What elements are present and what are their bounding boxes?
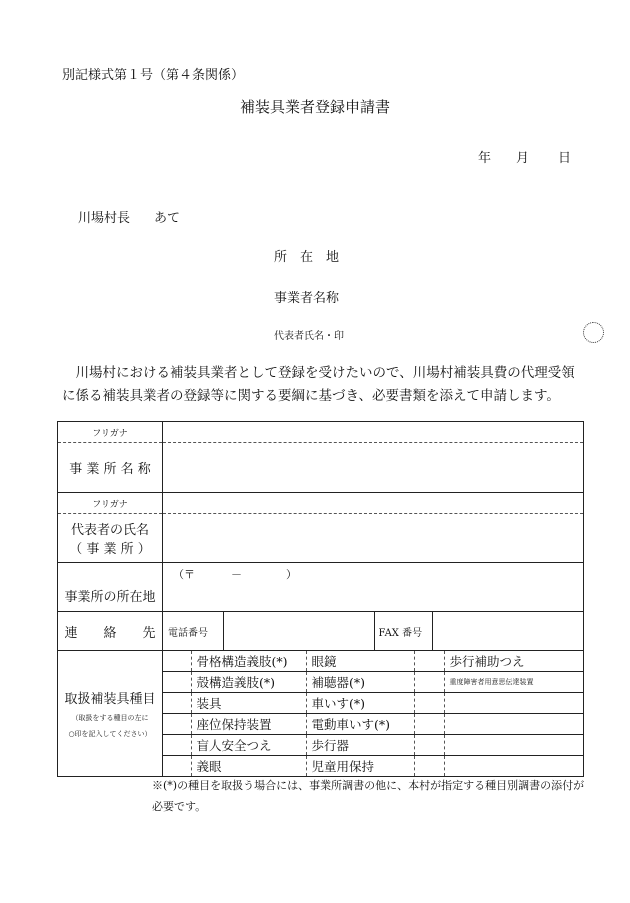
check-cell[interactable] [163, 735, 191, 756]
seal-circle[interactable] [583, 322, 604, 343]
contact-inner [163, 612, 583, 650]
check-cell[interactable] [414, 693, 444, 714]
device-item [444, 735, 583, 756]
date-month: 月 [516, 151, 530, 166]
postal-open: （〒 [173, 568, 195, 581]
tel-label: 電話番号 [163, 612, 223, 650]
application-table [57, 421, 584, 777]
footnote [152, 775, 584, 817]
check-cell[interactable] [163, 714, 191, 735]
check-cell[interactable] [163, 693, 191, 714]
representative-label: 代表者氏名・印 [274, 331, 344, 342]
rep-name-label [58, 514, 163, 563]
furigana-rep-field[interactable] [163, 493, 584, 514]
business-name-label: 事業者名称 [274, 291, 340, 306]
device-item: 電動車いす(*) [306, 714, 414, 735]
device-item: 殻構造義肢(*) [191, 672, 306, 693]
contact-label: 連 絡 先 [58, 612, 163, 651]
device-item-row [163, 756, 583, 777]
device-item [444, 693, 583, 714]
device-item: 骨格構造義肢(*) [191, 651, 306, 672]
device-item: 義眼 [191, 756, 306, 777]
device-item [444, 756, 583, 777]
check-cell[interactable] [414, 735, 444, 756]
check-cell[interactable] [414, 651, 444, 672]
device-items-table [163, 651, 583, 776]
check-cell[interactable] [163, 756, 191, 777]
office-address-label: 事業所の所在地 [58, 563, 163, 612]
application-statement: 川場村における補装具業者として登録を受けたいので、川場村補装具費の代理受領に係る補装具業者の登録等に関する要綱に基づき、必要書類を添えて申請します。 [62, 365, 575, 404]
addressee-suffix: あて [154, 211, 181, 226]
postal-dash: － [231, 568, 242, 581]
device-item-row [163, 672, 583, 693]
device-item-row [163, 693, 583, 714]
device-item: 装具 [191, 693, 306, 714]
rep-name-label-line1: 代表者の氏名 [70, 523, 149, 538]
office-name-label: 事 業 所 名 称 [58, 443, 163, 493]
addressee-name: 川場村長 [78, 211, 131, 226]
device-types-title: 取扱補装具種目 [64, 692, 156, 707]
device-item-row [163, 714, 583, 735]
device-types-label [58, 651, 163, 777]
device-types-note-1: （取扱をする種目の左に [71, 714, 149, 722]
furigana-label-rep: フリガナ [58, 493, 163, 514]
office-name-field[interactable] [163, 443, 584, 493]
device-types-note-2: ○印を記入してください） [68, 730, 152, 738]
device-item-row [163, 651, 583, 672]
fax-label: FAX 番号 [374, 612, 432, 650]
fax-field[interactable] [432, 612, 583, 650]
document-title: 補装具業者登録申請書 [239, 98, 390, 116]
office-address-field[interactable] [163, 563, 584, 612]
check-cell[interactable] [414, 756, 444, 777]
device-item: 補聴器(*) [306, 672, 414, 693]
check-cell[interactable] [414, 714, 444, 735]
device-item: 児童用保持 [306, 756, 414, 777]
check-cell[interactable] [163, 672, 191, 693]
device-item [444, 714, 583, 735]
device-item-row [163, 735, 583, 756]
date-year: 年 [478, 151, 492, 166]
rep-name-label-line2: （ 事 業 所 ） [69, 542, 151, 557]
footnote-line2: 必要です。 [152, 800, 207, 813]
postal-close: ） [286, 568, 297, 581]
device-item: 車いす(*) [306, 693, 414, 714]
form-number: 別記様式第１号（第４条関係） [62, 68, 245, 83]
address-label: 所 在 地 [274, 250, 340, 265]
furigana-label-office: フリガナ [58, 422, 163, 443]
furigana-office-field[interactable] [163, 422, 584, 443]
tel-field[interactable] [223, 612, 374, 650]
device-item: 重度障害者用意思伝達装置 [444, 672, 583, 693]
date-day: 日 [558, 151, 572, 166]
device-item: 歩行補助つえ [449, 654, 525, 669]
device-item: 盲人安全つえ [191, 735, 306, 756]
footnote-line1: ※(*)の種目を取扱う場合には、事業所調書の他に、本村が指定する種目別調書の添付が [152, 779, 585, 792]
device-item: 眼鏡 [306, 651, 414, 672]
device-item: 歩行器 [306, 735, 414, 756]
device-items-cell [163, 651, 584, 777]
device-item: 座位保持装置 [191, 714, 306, 735]
check-cell[interactable] [414, 672, 444, 693]
contact-cell [163, 612, 584, 651]
rep-name-field[interactable] [163, 514, 584, 563]
check-cell[interactable] [163, 651, 191, 672]
addressee [78, 207, 180, 226]
